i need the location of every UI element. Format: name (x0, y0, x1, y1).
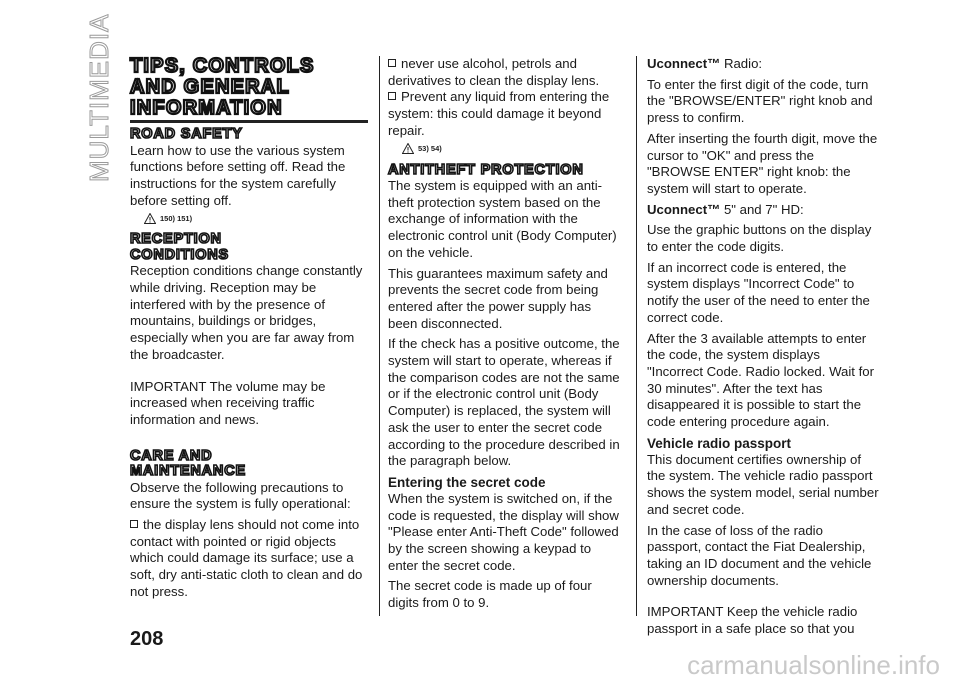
uconnect-hd-suffix: 5" and 7" HD: (720, 201, 804, 217)
uconnect-brand: Uconnect™ (647, 56, 721, 71)
column-2 (388, 56, 620, 612)
page-title-line: INFORMATION (130, 97, 283, 119)
page-number: 208 (130, 628, 164, 650)
uconnect-radio-suffix: Radio: (720, 56, 763, 71)
care-heading-line: MAINTENANCE (130, 463, 246, 480)
radio-passport-text: This document certifies ownership of the system. The vehicle radio passport shows the system model, serial number and secret code. (647, 451, 879, 517)
entering-code-text: The secret code is made up of four digits from 0 to 9. (388, 578, 592, 611)
section-label: MULTIMEDIA (84, 13, 114, 182)
warning-ref-numbers: 150) 151) (160, 213, 193, 223)
watermark: carmanualsonline.info (687, 650, 940, 680)
entering-code-heading: Entering the secret code (388, 474, 546, 490)
radio-passport-important-note: IMPORTANT Keep the vehicle radio passport in a safe place so that you (647, 604, 858, 637)
page-title-line: AND GENERAL (130, 76, 290, 98)
antitheft-text: The system is equipped with an anti-theft protection system based on the exchange of information with the electronic control unit (Body Computer) on the vehicle. (388, 178, 617, 260)
uconnect-hd-label (647, 202, 879, 219)
column-1 (130, 56, 368, 601)
road-safety-text: Learn how to use the various system functions before setting off. Read the instructions for the system carefully before setting off. (130, 142, 346, 208)
warning-refs (144, 210, 368, 226)
hd-code-text: If an incorrect code is entered, the system displays "Incorrect Code" to notify the user of the need to enter the correct code. (647, 259, 870, 325)
hd-code-text: After the 3 available attempts to enter the code, the system displays "Incorrect Code. Radio locked. Wait for 30 minutes". After the text has disappeared it is possible to start the code entering procedure again. (647, 330, 875, 430)
reception-important-note: IMPORTANT The volume may be increased when receiving traffic information and news. (130, 378, 326, 427)
care-bullet: Prevent any liquid from entering the system: this could damage it beyond repair. (388, 89, 620, 139)
care-bullet: the display lens should not come into contact with pointed or rigid objects which could damage its surface; use a soft, dry anti-static cloth to clean and do not press. (130, 517, 368, 601)
title-rule (130, 120, 368, 123)
warning-triangle-icon (402, 143, 414, 154)
road-safety-heading: ROAD SAFETY (130, 126, 243, 142)
column-3 (647, 56, 879, 638)
radio-passport-text: In the case of loss of the radio passport, contact the Fiat Dealership, taking an ID document and the vehicle ownership documents. (647, 522, 872, 588)
radio-code-text: After inserting the fourth digit, move the cursor to "OK" and press the "BROWSE ENTER" right knob: the system will start to operate. (647, 130, 878, 196)
uconnect-radio-label (647, 56, 879, 73)
warning-ref-numbers: 53) 54) (418, 144, 442, 154)
reception-heading-line: CONDITIONS (130, 246, 230, 263)
antitheft-text: If the check has a positive outcome, the system will start to operate, whereas if the comparison codes are not the same or if the electronic control unit (Body Computer) is replaced, the system will ask the user to enter the secret code according to the procedure described in the paragraph below. (388, 336, 620, 469)
column-divider (636, 56, 637, 616)
care-bullet: never use alcohol, petrols and derivatives to clean the display lens. (388, 56, 620, 89)
radio-code-text: To enter the first digit of the code, turn the "BROWSE/ENTER" right knob and press to confirm. (647, 76, 873, 126)
entering-code-text: When the system is switched on, if the code is requested, the display will show "Please enter Anti-Theft Code" followed by the screen showing a keypad to enter the secret code. (388, 490, 619, 573)
antitheft-heading: ANTITHEFT PROTECTION (388, 161, 584, 178)
care-heading-line: CARE AND (130, 447, 213, 464)
reception-heading-line: RECEPTION (130, 231, 222, 248)
care-text: Observe the following precautions to ensure the system is fully operational: (130, 479, 351, 512)
radio-passport-heading: Vehicle radio passport (647, 435, 792, 451)
warning-refs (402, 141, 620, 157)
page-title-line: TIPS, CONTROLS (130, 55, 315, 77)
column-divider (379, 56, 380, 616)
hd-code-text: Use the graphic buttons on the display to enter the code digits. (647, 222, 872, 255)
uconnect-brand: Uconnect™ (647, 201, 721, 217)
warning-triangle-icon (144, 213, 156, 224)
reception-text: Reception conditions change constantly while driving. Reception may be interfered with by the presence of mountains, buildings or bridges, especially when you are far away from the broadcaster. (130, 263, 363, 362)
antitheft-text: This guarantees maximum safety and prevents the secret code from being entered after the power supply has been disconnected. (388, 265, 608, 331)
